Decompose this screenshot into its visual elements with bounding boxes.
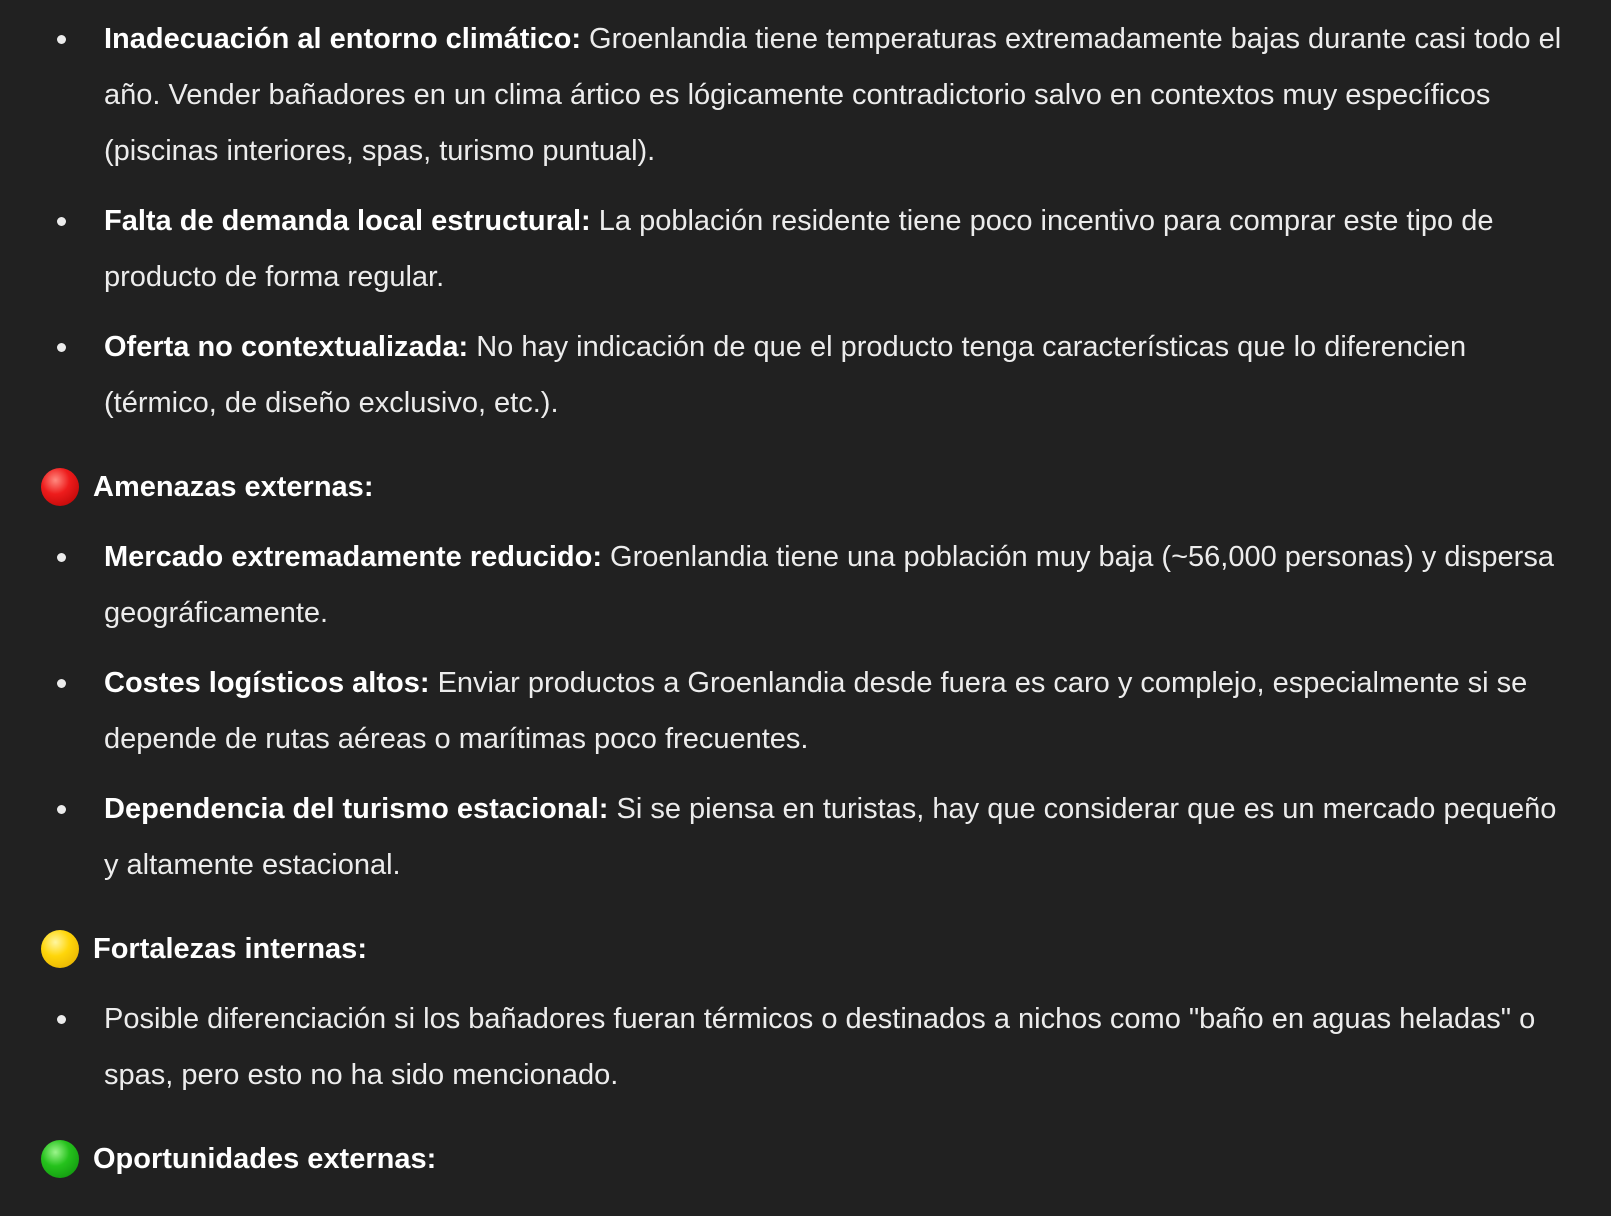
yellow-circle-icon (41, 930, 79, 968)
section-heading-opportunities (0, 1131, 1611, 1187)
section-heading-label: Amenazas externas: (93, 471, 374, 503)
bullet-icon (57, 35, 66, 44)
bullet-icon (57, 679, 66, 688)
section-heading-threats (0, 459, 1611, 515)
list-item-title: Costes logísticos altos: (104, 667, 430, 699)
red-circle-icon (41, 468, 79, 506)
list-item-title: Dependencia del turismo estacional: (104, 793, 609, 825)
list-item (0, 11, 1611, 179)
list-item (0, 991, 1611, 1103)
list-item (0, 319, 1611, 431)
bullet-icon (57, 1015, 66, 1024)
list-item-text: Groenlandia tiene una población muy baja (~56,000 personas) y dispersa geográficamente. (104, 541, 1554, 629)
list-item-title: Mercado extremadamente reducido: (104, 541, 602, 573)
weaknesses-list (0, 11, 1611, 431)
threats-list (0, 529, 1611, 893)
bullet-icon (57, 217, 66, 226)
bullet-icon (57, 553, 66, 562)
list-item-title: Inadecuación al entorno climático: (104, 23, 581, 55)
list-item-text: No hay indicación de que el producto tenga características que lo diferencien (térmico, de diseño exclusivo, etc.). (104, 331, 1467, 419)
list-item (0, 781, 1611, 893)
list-item-text: Enviar productos a Groenlandia desde fuera es caro y complejo, especialmente si se depende de rutas aéreas o marítimas poco frecuentes. (104, 667, 1528, 755)
bullet-icon (57, 343, 66, 352)
section-heading-strengths (0, 921, 1611, 977)
list-item-text: Posible diferenciación si los bañadores fueran térmicos o destinados a nichos como "baño en aguas heladas" o spas, pero esto no ha sido mencionado. (104, 1003, 1536, 1091)
list-item (0, 193, 1611, 305)
strengths-list (0, 991, 1611, 1103)
list-item (0, 655, 1611, 767)
list-item-title: Oferta no contextualizada: (104, 331, 469, 363)
list-item (0, 529, 1611, 641)
list-item-text: Groenlandia tiene temperaturas extremadamente bajas durante casi todo el año. Vender bañadores en un clima ártico es lógicamente contradictorio salvo en contextos muy específicos (piscinas interiores, spas, turismo puntual). (104, 23, 1562, 167)
section-heading-label: Oportunidades externas: (93, 1143, 437, 1175)
bullet-icon (57, 805, 66, 814)
list-item-title: Falta de demanda local estructural: (104, 205, 591, 237)
list-item-text: Si se piensa en turistas, hay que considerar que es un mercado pequeño y altamente estacional. (104, 793, 1557, 881)
section-heading-label: Fortalezas internas: (93, 933, 367, 965)
list-item-text: La población residente tiene poco incentivo para comprar este tipo de producto de forma regular. (104, 205, 1494, 293)
green-circle-icon (41, 1140, 79, 1178)
